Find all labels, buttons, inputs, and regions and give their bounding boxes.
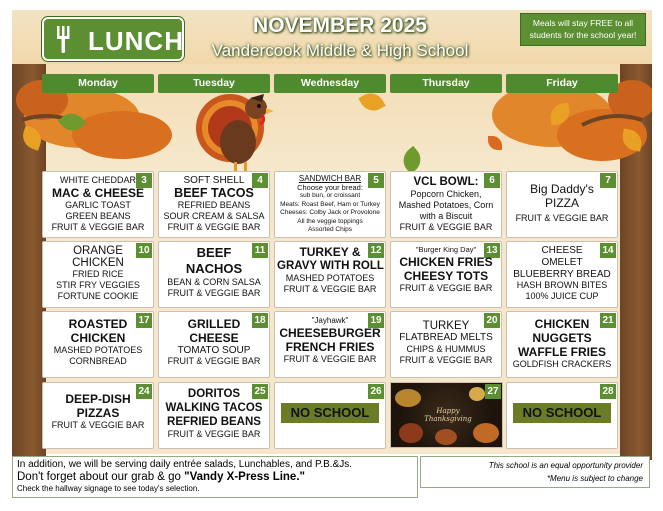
menu-line: FRUIT & VEGGIE BAR (283, 284, 377, 294)
menu-line: SOUR CREAM & SALSA (163, 211, 265, 221)
menu-cell-nov-20 (390, 311, 502, 378)
menu-cell-nov-17 (42, 311, 154, 378)
menu-line: CHEESEBURGER (279, 326, 381, 340)
menu-line: CORNBREAD (69, 356, 127, 366)
footer-disclaimers (420, 456, 650, 488)
menu-line: FLATBREAD MELTS (399, 332, 493, 343)
menu-line: "Jayhawk" (311, 316, 349, 325)
menu-line: GREEN BEANS (65, 211, 131, 221)
date-badge: 19 (368, 313, 384, 328)
footer-grab-and-go: Don't forget about our grab & go "Vandy X-Press Line." (17, 471, 305, 483)
menu-line: NACHOS (185, 261, 243, 276)
free-meals-note: Meals will stay FREE to all students for the school year! (520, 13, 646, 46)
menu-line: MASHED POTATOES (53, 345, 143, 355)
menu-line: Popcorn Chicken, (410, 189, 482, 199)
menu-cell-nov-10 (42, 241, 154, 308)
menu-line: GARLIC TOAST (65, 200, 131, 210)
turkey-icon (190, 86, 280, 172)
date-badge: 18 (252, 313, 268, 328)
menu-cell-nov-3 (42, 171, 154, 238)
menu-cell-nov-11 (158, 241, 270, 308)
dish-icon (473, 423, 499, 443)
menu-line: with a Biscuit (419, 211, 473, 221)
menu-change-note: *Menu is subject to change (546, 474, 643, 483)
menu-line: FRUIT & VEGGIE BAR (399, 283, 493, 293)
menu-cell-nov-6 (390, 171, 502, 238)
menu-line: WHITE CHEDDAR (60, 175, 136, 185)
menu-line: CHEESE (541, 245, 583, 256)
menu-line: DORITOS (187, 388, 241, 400)
footer-notes (12, 456, 418, 498)
menu-line: SOFT SHELL (183, 175, 245, 186)
menu-line: FRUIT & VEGGIE BAR (51, 222, 145, 232)
menu-line: FRUIT & VEGGIE BAR (167, 288, 261, 298)
menu-line: CHICKEN (72, 257, 124, 269)
menu-line: REFRIED BEANS (167, 416, 261, 428)
date-badge: 17 (136, 313, 152, 328)
menu-line: VCL BOWL: (413, 176, 479, 188)
menu-line: FRUIT & VEGGIE BAR (399, 355, 493, 365)
menu-line: SANDWICH BAR (298, 174, 362, 183)
dish-icon (469, 387, 485, 401)
date-badge: 4 (252, 173, 268, 188)
menu-line: Choose your bread: (297, 183, 363, 192)
menu-line: CHEESY TOTS (403, 269, 489, 283)
menu-line: FRUIT & VEGGIE BAR (399, 222, 493, 232)
no-school-label: NO SCHOOL (281, 403, 379, 423)
menu-line: FRUIT & VEGGIE BAR (167, 429, 261, 439)
equal-opportunity-note: This school is an equal opportunity provider (488, 461, 643, 470)
footer-daily-options: In addition, we will be serving daily entrée salads, Lunchables, and P.B.&Js. (17, 459, 353, 470)
date-badge: 26 (368, 384, 384, 399)
day-header-friday: Friday (506, 74, 618, 93)
date-badge: 10 (136, 243, 152, 258)
date-badge: 11 (252, 243, 268, 258)
menu-line: NUGGETS (532, 331, 592, 345)
date-badge: 12 (368, 243, 384, 258)
date-badge: 25 (252, 384, 268, 399)
menu-line: BEEF TACOS (174, 186, 254, 200)
menu-line: PIZZA (544, 196, 579, 210)
menu-cell-nov-12 (274, 241, 386, 308)
menu-line: HASH BROWN BITES (516, 280, 608, 290)
menu-line: TURKEY (422, 320, 470, 332)
menu-line: ORANGE (73, 245, 123, 257)
day-header-tuesday: Tuesday (158, 74, 270, 93)
dish-icon (399, 423, 423, 443)
menu-line: ROASTED (68, 317, 128, 331)
menu-line: Big Daddy's (530, 182, 594, 196)
thanksgiving-image (390, 382, 503, 448)
date-badge: 3 (136, 173, 152, 188)
menu-line: FRENCH FRIES (285, 340, 375, 354)
menu-line: CHICKEN (70, 331, 126, 345)
menu-line: TOMATO SOUP (177, 345, 251, 356)
menu-line: STIR FRY VEGGIES (56, 280, 140, 290)
date-badge: 6 (484, 173, 500, 188)
school-name: Vandercook Middle & High School (211, 41, 469, 60)
day-header-thursday: Thursday (390, 74, 502, 93)
date-badge: 5 (368, 173, 384, 188)
dish-icon (395, 389, 421, 407)
menu-line: Cheeses: Colby Jack or Provolone (280, 209, 380, 216)
menu-line: GRAVY WITH ROLL (277, 260, 384, 272)
menu-line: PIZZAS (76, 406, 120, 420)
menu-cell-nov-4 (158, 171, 270, 238)
menu-cell-nov-13 (390, 241, 502, 308)
menu-line: BEAN & CORN SALSA (167, 277, 261, 287)
menu-line: BLUEBERRY BREAD (513, 269, 611, 280)
menu-cell-nov-28 (506, 382, 618, 449)
menu-cell-nov-7 (506, 171, 618, 238)
menu-cell-nov-24 (42, 382, 154, 449)
lunch-logo (42, 17, 184, 61)
logo-text: LUNCH (88, 26, 184, 56)
day-header-wednesday: Wednesday (274, 74, 386, 93)
date-badge: 21 (600, 313, 616, 328)
date-badge: 28 (600, 384, 616, 399)
menu-line: All the veggie toppings (297, 217, 363, 225)
date-badge: 13 (484, 243, 500, 258)
menu-line: Meats: Roast Beef, Ham or Turkey (280, 200, 380, 208)
menu-line: sub bun, or croissant (299, 192, 361, 199)
menu-line: CHEESE (189, 331, 239, 345)
menu-line: GRILLED (187, 317, 241, 331)
menu-line: FRUIT & VEGGIE BAR (51, 420, 145, 430)
menu-line: CHICKEN FRIES (399, 255, 493, 269)
page-title: NOVEMBER 2025 (253, 14, 427, 37)
menu-line: WAFFLE FRIES (518, 345, 606, 359)
menu-line: Mashed Potatoes, Corn (398, 200, 494, 210)
no-school-label: NO SCHOOL (513, 403, 611, 423)
menu-line: WALKING TACOS (165, 402, 263, 414)
menu-line: FRUIT & VEGGIE BAR (283, 354, 377, 364)
menu-cell-nov-5 (274, 171, 386, 238)
dish-icon (435, 429, 457, 445)
menu-line: TURKEY & (299, 245, 361, 259)
thanksgiving-caption: Happy Thanksgiving (424, 407, 472, 423)
menu-line: 100% JUICE CUP (525, 291, 599, 301)
menu-line: MASHED POTATOES (285, 273, 375, 283)
menu-cell-nov-26 (274, 382, 386, 449)
menu-line: BEEF (196, 245, 232, 260)
menu-cell-nov-19 (274, 311, 386, 378)
menu-line: FRIED RICE (72, 269, 124, 279)
date-badge: 14 (600, 243, 616, 258)
menu-line: OMELET (541, 257, 583, 268)
day-header-monday: Monday (42, 74, 154, 93)
footer-hallway-signage: Check the hallway signage to see today's selection. (17, 484, 200, 493)
date-badge: 27 (485, 384, 501, 399)
date-badge: 20 (484, 313, 500, 328)
fork-icon (52, 24, 80, 54)
menu-line: FRUIT & VEGGIE BAR (167, 356, 261, 366)
menu-cell-nov-14 (506, 241, 618, 308)
menu-line: Assorted Chips (307, 226, 353, 233)
menu-line: FORTUNE COOKIE (57, 291, 139, 301)
menu-line: FRUIT & VEGGIE BAR (515, 213, 609, 223)
menu-line: CHIPS & HUMMUS (406, 344, 486, 354)
menu-line: CHICKEN (534, 317, 590, 331)
menu-line: FRUIT & VEGGIE BAR (167, 222, 261, 232)
menu-line: DEEP-DISH (65, 392, 131, 406)
date-badge: 24 (136, 384, 152, 399)
menu-line: REFRIED BEANS (177, 200, 251, 210)
menu-cell-nov-25 (158, 382, 270, 449)
menu-cell-nov-18 (158, 311, 270, 378)
menu-line: "Burger King Day" (415, 245, 477, 254)
menu-cell-nov-21 (506, 311, 618, 378)
menu-line: MAC & CHEESE (51, 186, 144, 200)
menu-line: GOLDFISH CRACKERS (512, 359, 612, 369)
date-badge: 7 (600, 173, 616, 188)
